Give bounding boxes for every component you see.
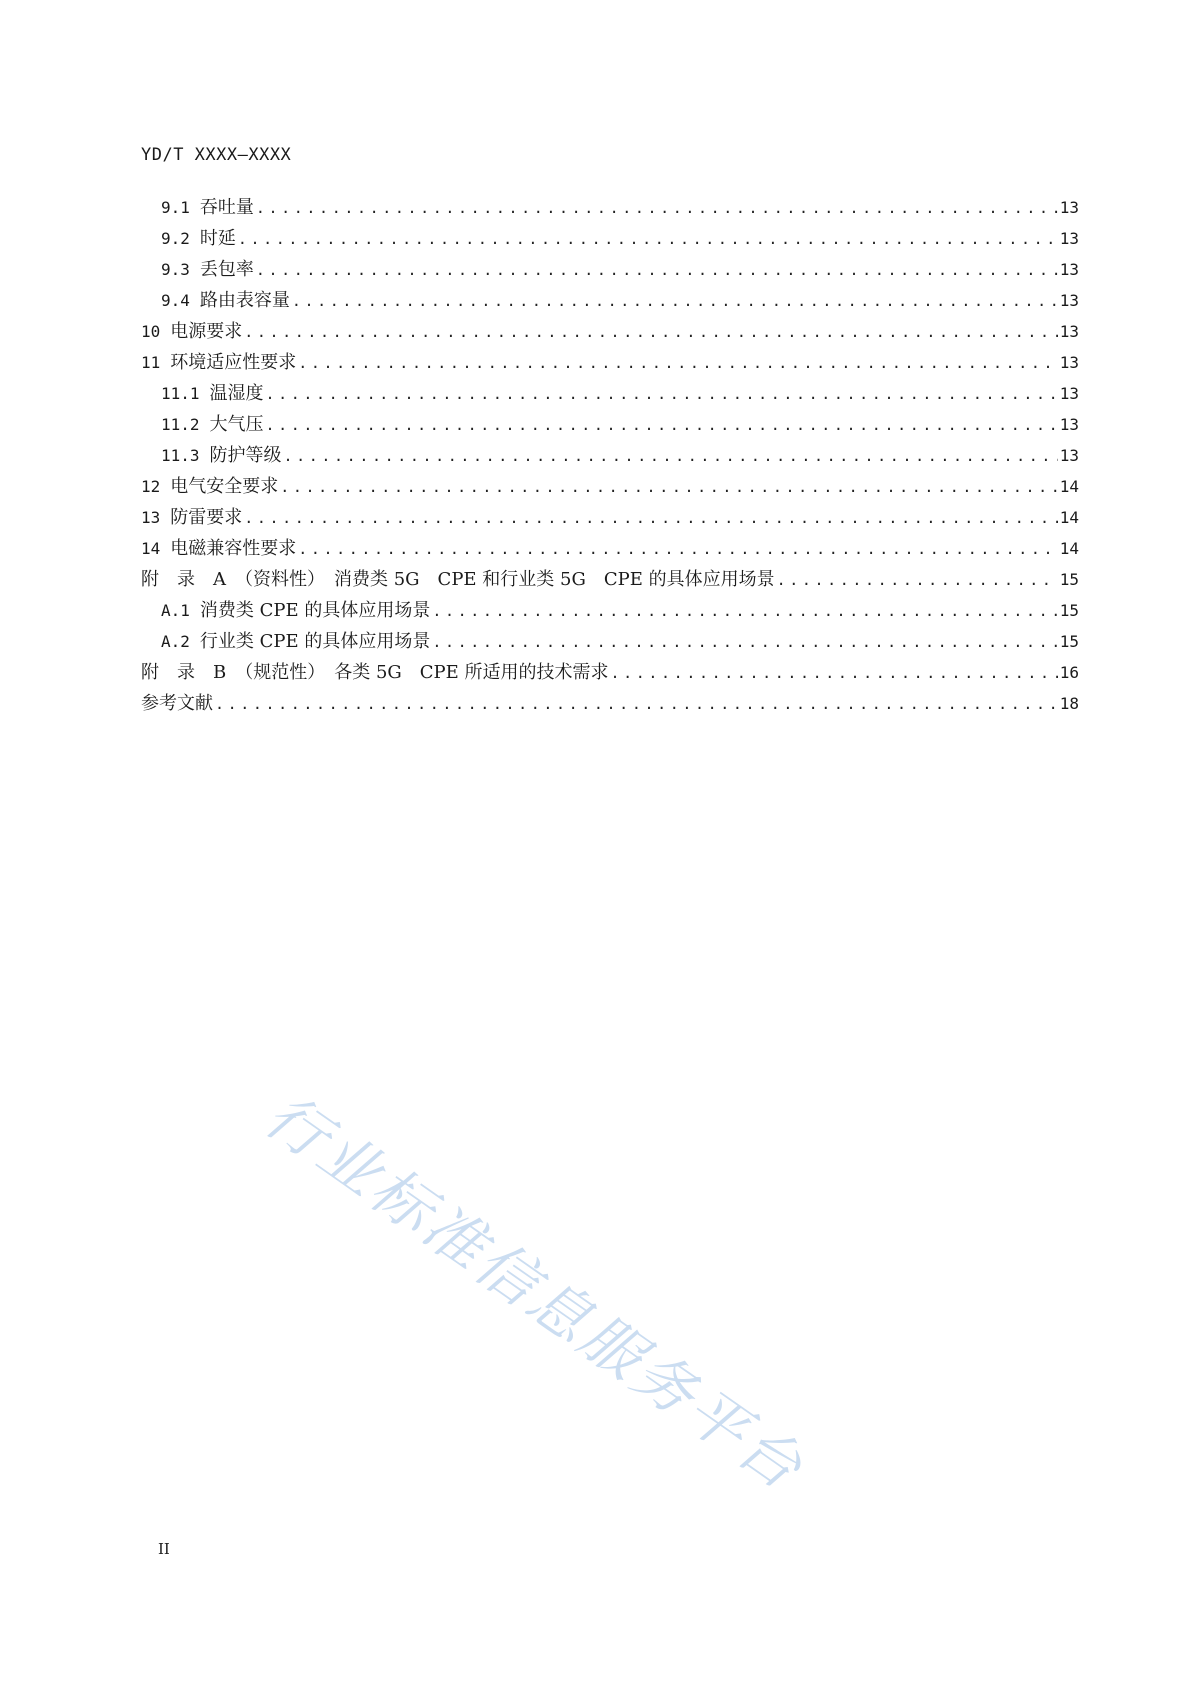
toc-entry-number: 10 — [141, 322, 161, 341]
toc-entry[interactable] — [141, 316, 1079, 347]
toc-entry-number: 9.1 — [161, 198, 190, 217]
toc-entry-title: 消费类 CPE 的具体应用场景 — [199, 600, 431, 621]
toc-entry-number: 11.3 — [161, 446, 200, 465]
standard-code: YD/T XXXX—XXXX — [141, 145, 292, 165]
toc-entry-title: 环境适应性要求 — [170, 352, 297, 373]
toc-dot-leader — [256, 255, 1058, 286]
toc-entry-page: 14 — [1059, 477, 1079, 496]
toc-entry-number: 13 — [141, 508, 161, 527]
toc-entry[interactable] — [141, 595, 1079, 626]
toc-entry-title: 温湿度 — [209, 383, 264, 404]
toc-entry-page: 13 — [1059, 260, 1079, 279]
toc-entry-title: 参考文献 — [141, 693, 213, 714]
table-of-contents — [141, 192, 1079, 719]
toc-entry-title: 防雷要求 — [170, 507, 243, 528]
toc-dot-leader — [432, 596, 1057, 627]
toc-entry-page: 15 — [1059, 632, 1079, 651]
toc-entry[interactable] — [141, 409, 1079, 440]
toc-entry-title: 附 录 B （规范性） 各类 5G CPE 所适用的技术需求 — [141, 662, 609, 683]
toc-entry-title: 行业类 CPE 的具体应用场景 — [199, 631, 431, 652]
toc-entry-page: 16 — [1059, 663, 1079, 682]
toc-entry-page: 13 — [1059, 353, 1079, 372]
toc-dot-leader — [238, 224, 1058, 255]
toc-entry-title: 丢包率 — [199, 259, 254, 280]
toc-entry-number: A.1 — [161, 601, 190, 620]
toc-entry-annex-b[interactable] — [141, 657, 1079, 688]
toc-entry-page: 13 — [1059, 446, 1079, 465]
toc-entry-title: 路由表容量 — [199, 290, 290, 311]
toc-entry-page: 15 — [1059, 570, 1079, 589]
watermark: 行业标准信息服务平台 — [252, 1080, 817, 1506]
toc-entry-annex-a[interactable] — [141, 564, 1079, 595]
toc-entry[interactable] — [141, 347, 1079, 378]
toc-dot-leader — [215, 689, 1058, 720]
toc-entry-title: 时延 — [199, 228, 236, 249]
toc-dot-leader — [256, 193, 1058, 224]
toc-dot-leader — [244, 317, 1057, 348]
toc-dot-leader — [244, 503, 1057, 534]
toc-entry-number: 12 — [141, 477, 161, 496]
toc-dot-leader — [777, 565, 1058, 596]
toc-entry-page: 13 — [1059, 229, 1079, 248]
toc-entry-title: 大气压 — [209, 414, 264, 435]
toc-entry-page: 13 — [1059, 322, 1079, 341]
toc-entry-page: 13 — [1059, 384, 1079, 403]
toc-entry-number: 9.4 — [161, 291, 190, 310]
toc-dot-leader — [266, 410, 1058, 441]
toc-dot-leader — [298, 348, 1057, 379]
toc-dot-leader — [611, 658, 1058, 689]
toc-dot-leader — [284, 441, 1058, 472]
toc-entry-title: 电源要求 — [170, 321, 243, 342]
toc-entry-number: 11.1 — [161, 384, 200, 403]
toc-entry-page: 13 — [1059, 415, 1079, 434]
toc-entry[interactable] — [141, 471, 1079, 502]
toc-entry-number: 9.2 — [161, 229, 190, 248]
toc-dot-leader — [280, 472, 1057, 503]
toc-entry[interactable] — [141, 192, 1079, 223]
toc-entry-bibliography[interactable] — [141, 688, 1079, 719]
toc-entry[interactable] — [141, 533, 1079, 564]
toc-entry-title: 电磁兼容性要求 — [170, 538, 297, 559]
toc-entry[interactable] — [141, 626, 1079, 657]
toc-entry-page: 15 — [1059, 601, 1079, 620]
toc-entry[interactable] — [141, 254, 1079, 285]
toc-entry-number: A.2 — [161, 632, 190, 651]
toc-entry-page: 13 — [1059, 291, 1079, 310]
toc-entry-page: 14 — [1059, 508, 1079, 527]
toc-entry-page: 18 — [1059, 694, 1079, 713]
toc-entry-title: 吞吐量 — [199, 197, 254, 218]
toc-entry[interactable] — [141, 440, 1079, 471]
toc-entry-page: 14 — [1059, 539, 1079, 558]
toc-entry-page: 13 — [1059, 198, 1079, 217]
toc-dot-leader — [292, 286, 1058, 317]
toc-entry[interactable] — [141, 223, 1079, 254]
toc-entry-number: 11.2 — [161, 415, 200, 434]
toc-entry-title: 附 录 A （资料性） 消费类 5G CPE 和行业类 5G CPE 的具体应用场景 — [141, 569, 775, 590]
toc-entry-title: 防护等级 — [209, 445, 282, 466]
toc-entry-number: 9.3 — [161, 260, 190, 279]
page-number: II — [158, 1540, 170, 1558]
toc-entry[interactable] — [141, 502, 1079, 533]
toc-dot-leader — [266, 379, 1058, 410]
toc-entry-number: 11 — [141, 353, 161, 372]
toc-dot-leader — [298, 534, 1057, 565]
toc-entry[interactable] — [141, 378, 1079, 409]
toc-dot-leader — [432, 627, 1057, 658]
toc-entry-number: 14 — [141, 539, 161, 558]
toc-entry[interactable] — [141, 285, 1079, 316]
toc-entry-title: 电气安全要求 — [170, 476, 279, 497]
